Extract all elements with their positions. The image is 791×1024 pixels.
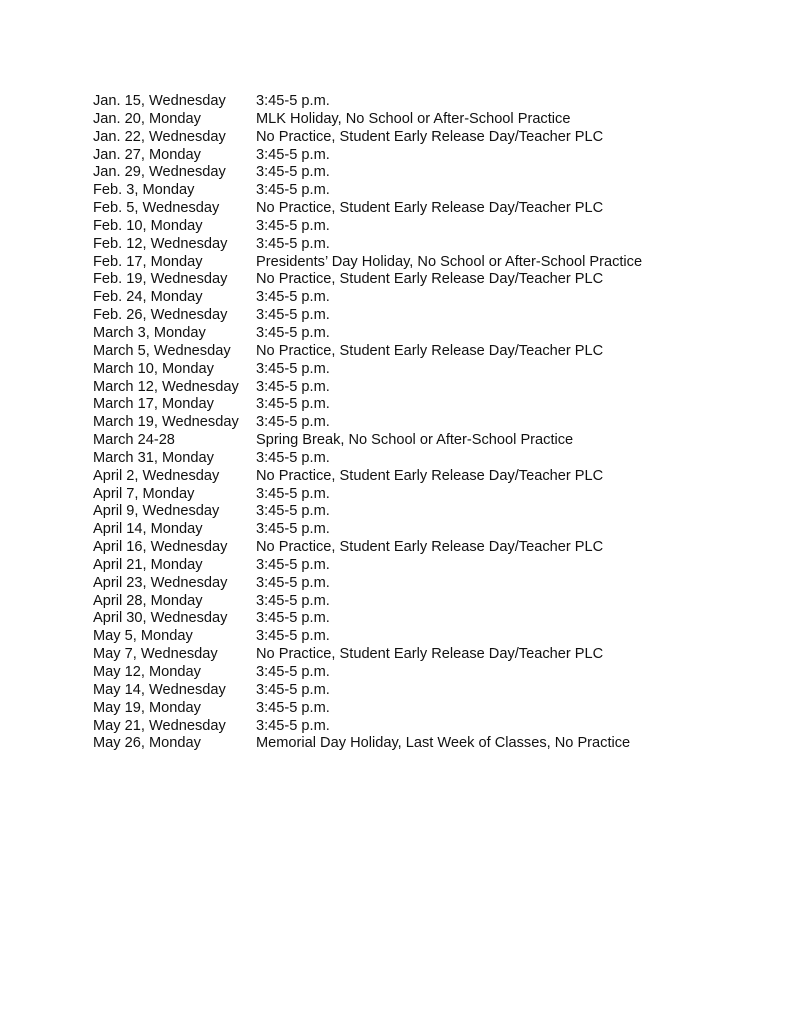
schedule-note: 3:45-5 p.m. <box>256 324 330 341</box>
schedule-date: March 12, Wednesday <box>93 378 239 395</box>
schedule-row <box>93 682 773 700</box>
schedule-row <box>93 646 773 664</box>
schedule-note: 3:45-5 p.m. <box>256 556 330 573</box>
schedule-date: Feb. 10, Monday <box>93 217 203 234</box>
schedule-note: 3:45-5 p.m. <box>256 521 330 538</box>
schedule-date: April 16, Wednesday <box>93 539 228 556</box>
schedule-date: March 31, Monday <box>93 449 214 466</box>
schedule-note: 3:45-5 p.m. <box>256 485 330 502</box>
schedule-note: 3:45-5 p.m. <box>256 610 330 627</box>
schedule-date: Feb. 12, Wednesday <box>93 235 228 252</box>
schedule-note: No Practice, Student Early Release Day/Teacher PLC <box>256 128 604 145</box>
schedule-date: March 10, Monday <box>93 360 214 377</box>
schedule-row <box>93 182 773 200</box>
schedule-row <box>93 129 773 147</box>
schedule-note: 3:45-5 p.m. <box>256 574 330 591</box>
schedule-date: April 21, Monday <box>93 556 203 573</box>
schedule-date: May 21, Wednesday <box>93 717 226 734</box>
schedule-row <box>93 718 773 736</box>
schedule-note: 3:45-5 p.m. <box>256 664 330 680</box>
schedule-note: 3:45-5 p.m. <box>256 699 330 716</box>
schedule-note: 3:45-5 p.m. <box>256 289 330 306</box>
schedule-note: Spring Break, No School or After-School Practice <box>256 432 574 449</box>
schedule-note: No Practice, Student Early Release Day/Teacher PLC <box>256 200 604 217</box>
schedule-date: May 5, Monday <box>93 628 193 645</box>
schedule-row <box>93 700 773 718</box>
schedule-row <box>93 325 773 343</box>
schedule-note: Memorial Day Holiday, Last Week of Classes, No Practice <box>256 735 631 752</box>
schedule-row <box>93 468 773 486</box>
schedule-row <box>93 735 773 753</box>
schedule-date: Jan. 15, Wednesday <box>93 93 226 109</box>
schedule-note: 3:45-5 p.m. <box>256 503 330 520</box>
schedule-row <box>93 664 773 682</box>
schedule-row <box>93 361 773 379</box>
schedule-row <box>93 218 773 236</box>
schedule-row <box>93 147 773 165</box>
schedule-note: No Practice, Student Early Release Day/Teacher PLC <box>256 342 604 359</box>
schedule-row <box>93 450 773 468</box>
schedule-row <box>93 343 773 361</box>
schedule-note: 3:45-5 p.m. <box>256 93 330 109</box>
schedule-date: Feb. 3, Monday <box>93 182 195 199</box>
schedule-date: April 7, Monday <box>93 485 195 502</box>
schedule-row <box>93 521 773 539</box>
schedule-date: Jan. 29, Wednesday <box>93 164 226 181</box>
schedule-row <box>93 200 773 218</box>
schedule-row <box>93 575 773 593</box>
schedule-row <box>93 93 773 111</box>
schedule-row <box>93 164 773 182</box>
schedule-note: 3:45-5 p.m. <box>256 717 330 734</box>
schedule-note: 3:45-5 p.m. <box>256 146 330 163</box>
schedule-note: 3:45-5 p.m. <box>256 396 330 413</box>
schedule-note: No Practice, Student Early Release Day/Teacher PLC <box>256 467 604 484</box>
schedule-date: May 14, Wednesday <box>93 681 226 698</box>
schedule-row <box>93 289 773 307</box>
schedule-note: 3:45-5 p.m. <box>256 378 330 395</box>
schedule-date: April 23, Wednesday <box>93 574 228 591</box>
schedule-row <box>93 414 773 432</box>
schedule-date: April 2, Wednesday <box>93 467 220 484</box>
schedule-date: April 28, Monday <box>93 592 203 609</box>
schedule-date: Feb. 24, Monday <box>93 289 203 306</box>
schedule-date: Jan. 22, Wednesday <box>93 128 226 145</box>
schedule-date: April 9, Wednesday <box>93 503 220 520</box>
schedule-date: Jan. 27, Monday <box>93 146 201 163</box>
schedule-note: No Practice, Student Early Release Day/Teacher PLC <box>256 539 604 556</box>
schedule-note: 3:45-5 p.m. <box>256 360 330 377</box>
schedule-date: May 7, Wednesday <box>93 646 218 663</box>
schedule-row <box>93 432 773 450</box>
schedule-note: 3:45-5 p.m. <box>256 307 330 324</box>
schedule-row <box>93 486 773 504</box>
schedule-date: March 17, Monday <box>93 396 214 413</box>
schedule-note: Presidents’ Day Holiday, No School or After-School Practice <box>256 253 643 270</box>
schedule-note: 3:45-5 p.m. <box>256 681 330 698</box>
schedule-note: 3:45-5 p.m. <box>256 628 330 645</box>
schedule-note: 3:45-5 p.m. <box>256 449 330 466</box>
schedule-date: April 14, Monday <box>93 521 203 538</box>
schedule-note: 3:45-5 p.m. <box>256 217 330 234</box>
schedule-date: March 3, Monday <box>93 324 206 341</box>
schedule-date: Jan. 20, Monday <box>93 110 201 127</box>
schedule-note: 3:45-5 p.m. <box>256 592 330 609</box>
schedule-note: No Practice, Student Early Release Day/Teacher PLC <box>256 646 604 663</box>
schedule-date: March 24-28 <box>93 432 175 449</box>
schedule-date: March 19, Wednesday <box>93 414 239 431</box>
schedule-row <box>93 111 773 129</box>
schedule-date: Feb. 19, Wednesday <box>93 271 228 288</box>
schedule-note: 3:45-5 p.m. <box>256 414 330 431</box>
schedule-row <box>93 379 773 397</box>
schedule-row <box>93 236 773 254</box>
schedule-date: May 19, Monday <box>93 699 201 716</box>
schedule-row <box>93 628 773 646</box>
schedule-date: May 26, Monday <box>93 735 201 752</box>
schedule-date: May 12, Monday <box>93 664 201 680</box>
schedule-date: Feb. 17, Monday <box>93 253 203 270</box>
schedule-date: Feb. 26, Wednesday <box>93 307 228 324</box>
schedule-note: 3:45-5 p.m. <box>256 164 330 181</box>
schedule-date: Feb. 5, Wednesday <box>93 200 220 217</box>
schedule-row <box>93 254 773 272</box>
schedule-note: 3:45-5 p.m. <box>256 182 330 199</box>
schedule-row <box>93 593 773 611</box>
practice-schedule-list <box>93 93 773 753</box>
schedule-row <box>93 396 773 414</box>
schedule-row <box>93 307 773 325</box>
schedule-date: April 30, Wednesday <box>93 610 228 627</box>
schedule-row <box>93 557 773 575</box>
schedule-note: 3:45-5 p.m. <box>256 235 330 252</box>
schedule-row <box>93 610 773 628</box>
schedule-note: MLK Holiday, No School or After-School Practice <box>256 110 571 127</box>
schedule-row <box>93 539 773 557</box>
schedule-note: No Practice, Student Early Release Day/Teacher PLC <box>256 271 604 288</box>
schedule-date: March 5, Wednesday <box>93 342 231 359</box>
schedule-row <box>93 271 773 289</box>
schedule-row <box>93 503 773 521</box>
